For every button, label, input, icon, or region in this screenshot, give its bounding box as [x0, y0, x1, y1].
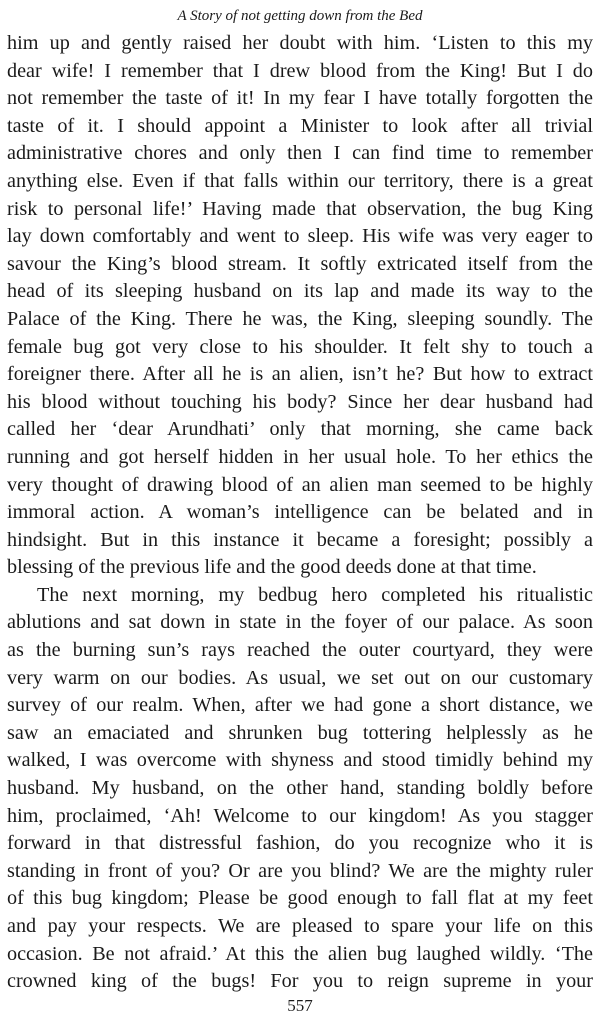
- text-line: saw an emaciated and shrunken bug tottering helplessly as he: [7, 721, 593, 744]
- text-line: forward in that distressful fashion, do you recognize who it is: [7, 832, 593, 855]
- text-line: walked, I was overcome with shyness and stood timidly behind my: [7, 749, 593, 772]
- text-line: ablutions and sat down in state in the foyer of our palace. As soon: [7, 611, 593, 634]
- text-line: administrative chores and only then I can find time to remember: [7, 142, 593, 165]
- text-line: very thought of drawing blood of an alien man seemed to be highly: [7, 473, 593, 496]
- text-line: anything else. Even if that falls within our territory, there is a great: [7, 169, 593, 192]
- text-line: his blood without touching his body? Since her dear husband had: [7, 390, 593, 413]
- text-line: very warm on our bodies. As usual, we set out on our customary: [7, 666, 593, 689]
- running-head: A Story of not getting down from the Bed: [177, 8, 423, 24]
- text-line: called her ‘dear Arundhati’ only that morning, she came back: [7, 418, 593, 441]
- body-text: [7, 30, 593, 996]
- text-line: standing in front of you? Or are you blind? We are the mighty ruler: [7, 859, 593, 882]
- text-line: of this bug kingdom; Please be good enough to fall flat at my feet: [7, 887, 593, 910]
- text-line: crowned king of the bugs! For you to reign supreme in your: [7, 970, 593, 993]
- text-line: taste of it. I should appoint a Minister to look after all trivial: [7, 114, 593, 137]
- text-line: as the burning sun’s rays reached the outer courtyard, they were: [7, 639, 593, 662]
- text-line: immoral action. A woman’s intelligence can be belated and in: [7, 501, 593, 524]
- text-line: survey of our realm. When, after we had gone a short distance, we: [7, 694, 593, 717]
- text-line: and pay your respects. We are pleased to spare your life on this: [7, 915, 593, 937]
- text-line: him up and gently raised her doubt with him. ‘Listen to this my: [7, 32, 593, 54]
- text-line: not remember the taste of it! In my fear I have totally forgotten the: [7, 87, 593, 110]
- text-line: him, proclaimed, ‘Ah! Welcome to our kingdom! As you stagger: [7, 804, 593, 827]
- text-line: female bug got very close to his shoulder. It felt shy to touch a: [7, 335, 593, 358]
- paragraph-last-line: blessing of the previous life and the good deeds done at that time.: [7, 556, 537, 579]
- text-line: Palace of the King. There he was, the King, sleeping soundly. The: [7, 307, 593, 330]
- text-line: risk to personal life!’ Having made that observation, the bug King: [7, 197, 593, 220]
- paragraph-first-line: The next morning, my bedbug hero completed his ritualistic: [37, 583, 593, 606]
- text-line: husband. My husband, on the other hand, standing boldly before: [7, 777, 593, 800]
- text-line: head of its sleeping husband on its lap and made its way to the: [7, 280, 593, 303]
- text-line: hindsight. But in this instance it became a foresight; possibly a: [7, 528, 593, 551]
- page-number: 557: [287, 996, 313, 1015]
- text-line: foreigner there. After all he is an alien, isn’t he? But how to extract: [7, 363, 593, 386]
- text-line: lay down comfortably and went to sleep. His wife was very eager to: [7, 225, 593, 248]
- text-line: running and got herself hidden in her usual hole. To her ethics the: [7, 445, 593, 468]
- text-line: dear wife! I remember that I drew blood from the King! But I do: [7, 59, 593, 82]
- text-line: savour the King’s blood stream. It softly extricated itself from the: [7, 252, 593, 275]
- text-line: occasion. Be not afraid.’ At this the alien bug laughed wildly. ‘The: [7, 942, 593, 965]
